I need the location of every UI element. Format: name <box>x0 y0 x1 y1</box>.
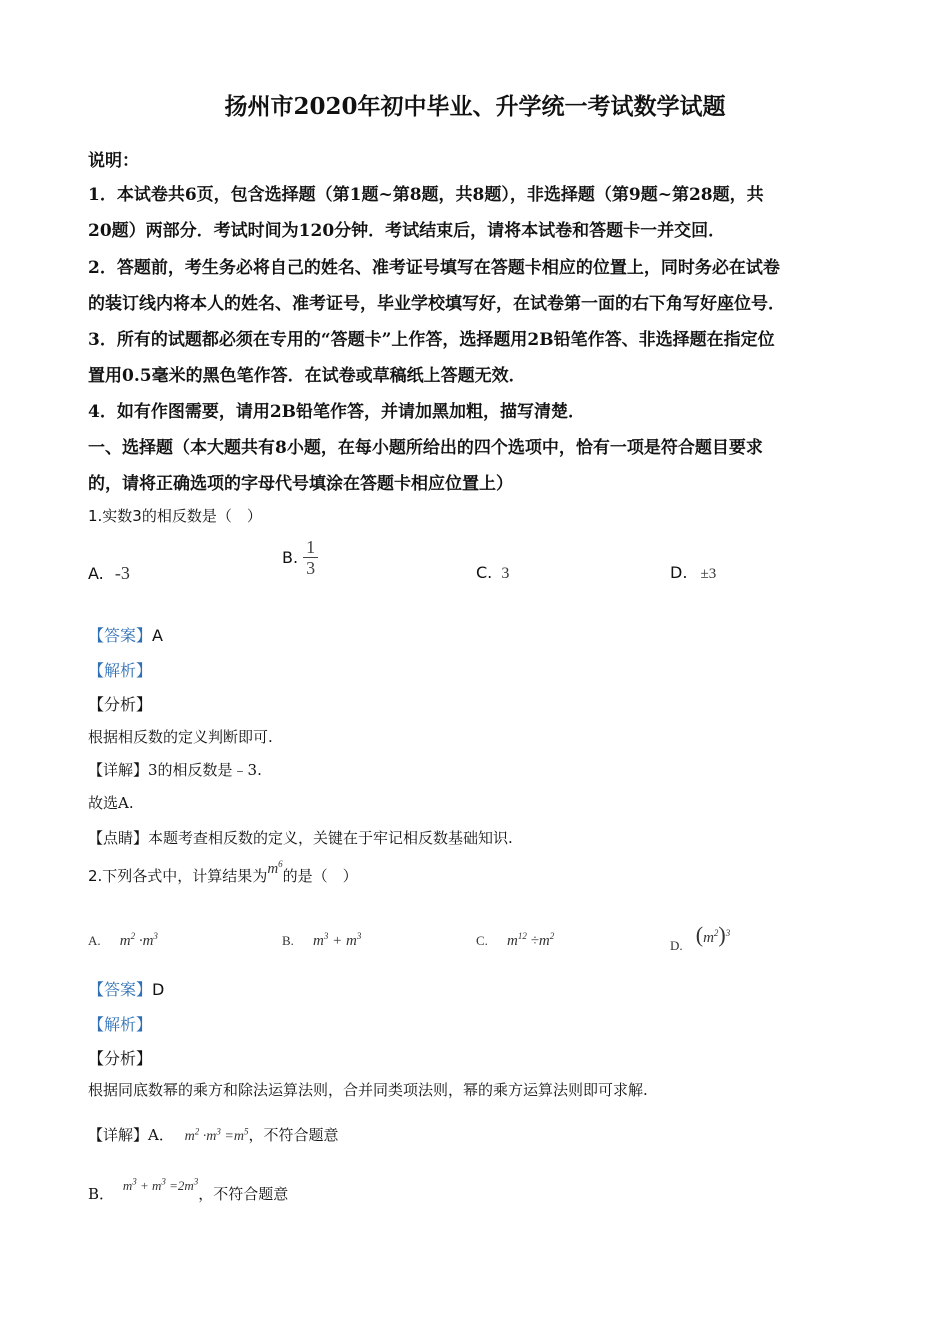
option-label: A. <box>88 564 104 583</box>
q2-fenxi-text: 根据同底数幂的乘方和除法运算法则，合并同类项法则，幂的乘方运算法则即可求解. <box>88 1081 648 1099</box>
detail-text: 3的相反数是﹣3. <box>148 761 262 779</box>
fraction-one-third: $\frac{1}{3}$ <box>303 537 318 578</box>
option-value: ±3 <box>700 566 717 582</box>
detail-tag: 【详解】 <box>88 1126 149 1144</box>
instruction-line: 3．所有的试题都必须在专用的“答题卡”上作答，选择题用2B铅笔作答、非选择题在指定位 <box>88 330 775 350</box>
q2-detail-b <box>88 1176 289 1204</box>
detail-label: B． <box>88 1185 115 1203</box>
stem-text: 2.下列各式中，计算结果为 <box>88 867 268 885</box>
option-expr: $m^{12} \div m^2$ <box>507 931 555 949</box>
detail-tag: 【详解】 <box>88 761 149 779</box>
q1-detail <box>88 759 262 780</box>
q1-option-a <box>88 563 130 584</box>
q1-option-d <box>670 563 716 583</box>
answer-tag: 【答案】 <box>88 980 153 999</box>
option-value: -3 <box>114 563 130 583</box>
option-expr: $(m^2)^3$ <box>695 922 731 947</box>
answer-value: A <box>152 626 163 645</box>
instruction-line: 2．答题前，考生务必将自己的姓名、准考证号填写在答题卡相应的位置上，同时务必在试卷 <box>88 258 780 278</box>
option-label: B. <box>282 548 299 567</box>
q1-choose: 故选A. <box>88 794 134 812</box>
q2-option-c <box>476 930 554 950</box>
instruction-line: 的装订线内将本人的姓名、准考证号，毕业学校填写好，在试卷第一面的右下角写好座位号． <box>88 294 785 314</box>
option-expr: $m^2 \cdot m^3$ <box>119 931 158 949</box>
q1-fenxi-text: 根据相反数的定义判断即可. <box>88 728 273 746</box>
instruction-line: 1．本试卷共6页，包含选择题（第1题~第8题，共8题），非选择题（第9题~第28题，共 <box>88 185 764 205</box>
option-value: 3 <box>501 565 510 582</box>
detail-expr: $m^3 + m^3 =2m^3$ <box>122 1176 199 1193</box>
q2-answer <box>88 977 164 1000</box>
page-title: 扬州市2020年初中毕业、升学统一考试数学试题 <box>224 93 726 120</box>
q2-fenxi-tag: 【分析】 <box>88 1049 153 1068</box>
q1-option-b <box>282 537 318 578</box>
q1-option-c <box>476 563 509 583</box>
instruction-line: 4．如有作图需要，请用2B铅笔作答，并请加黑加粗，描写清楚． <box>88 402 586 422</box>
answer-tag: 【答案】 <box>88 626 153 645</box>
q1-fenxi-tag: 【分析】 <box>88 695 153 714</box>
q1-answer <box>88 623 163 646</box>
question-1-stem: 1.实数3的相反数是（ ） <box>88 507 262 525</box>
q2-detail-a <box>88 1124 338 1145</box>
stem-text-after: 的是（ ） <box>282 867 358 885</box>
q1-analysis-tag: 【解析】 <box>88 661 153 680</box>
detail-after: ，不符合题意 <box>198 1185 289 1203</box>
question-2-stem <box>88 859 358 886</box>
instruction-line: 20题）两部分．考试时间为120分钟．考试结束后，请将本试卷和答题卡一并交回． <box>88 221 726 241</box>
q2-option-b <box>282 930 361 950</box>
q2-analysis-tag: 【解析】 <box>88 1015 153 1034</box>
q1-comment <box>88 827 513 848</box>
option-label: A. <box>88 933 101 948</box>
q2-option-d <box>670 922 731 953</box>
comment-text: 本题考查相反数的定义，关键在于牢记相反数基础知识. <box>148 829 513 847</box>
comment-tag: 【点睛】 <box>88 829 149 847</box>
option-label: D. <box>670 563 688 582</box>
instructions-heading: 说明： <box>88 151 139 171</box>
answer-value: D <box>152 980 165 999</box>
option-label: C. <box>476 563 493 582</box>
option-label: C. <box>476 933 488 948</box>
instruction-line: 置用0.5毫米的黑色笔作答．在试卷或草稿纸上答题无效． <box>88 366 526 386</box>
detail-after: ，不符合题意 <box>248 1126 339 1144</box>
section-heading-cont: 的，请将正确选项的字母代号填涂在答题卡相应位置上） <box>88 474 513 494</box>
q2-option-a <box>88 930 158 950</box>
detail-expr: $m^2 \cdot m^3 =m^5$ <box>184 1126 249 1144</box>
option-label: D. <box>670 938 683 953</box>
stem-math: $m^6$ <box>267 859 283 877</box>
option-label: B. <box>282 933 294 948</box>
section-heading: 一、选择题（本大题共有8小题，在每小题所给出的四个选项中，恰有一项是符合题目要求 <box>88 438 763 458</box>
detail-label: A． <box>148 1126 174 1144</box>
option-expr: $m^3 + m^3$ <box>313 931 362 949</box>
